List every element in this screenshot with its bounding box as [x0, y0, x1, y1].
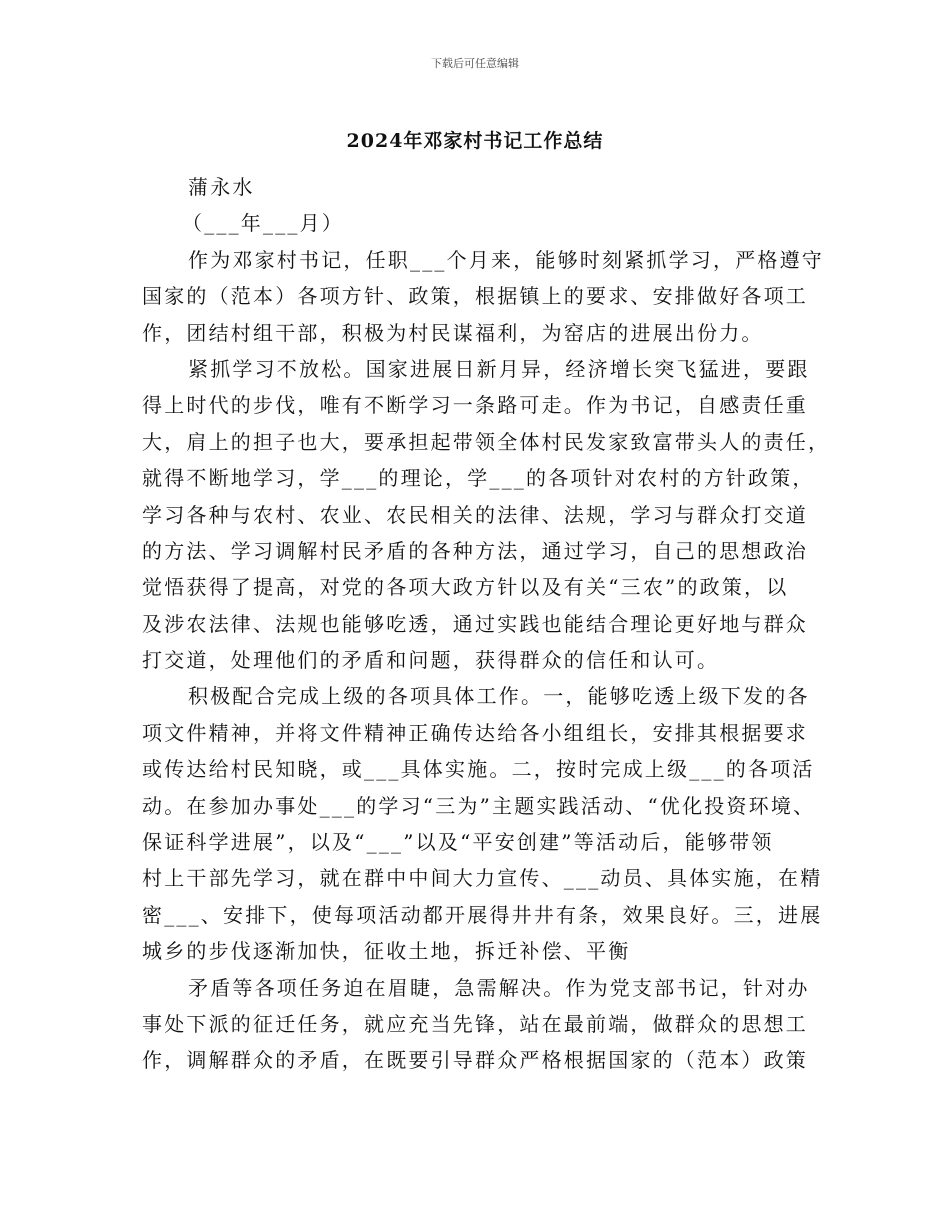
text-line: 作，团结村组干部，积极为村民谋福利，为窑店的进展出份力。	[142, 320, 764, 345]
text-line: 觉悟获得了提高，对党的各项大政方针以及有关“三农”的政策，以	[142, 575, 789, 600]
text-line: 城乡的步伐逐渐加快，征收土地，拆迁补偿、平衡	[142, 939, 631, 964]
text-line: 村上干部先学习，就在群中中间大力宣传、___动员、具体实施，在精	[142, 866, 823, 891]
document-title: 2024年邓家村书记工作总结	[346, 130, 604, 152]
text-line: 或传达给村民知晓，或___具体实施。二，按时完成上级___的各项活	[142, 757, 815, 782]
text-line: 及涉农法律、法规也能够吃透，通过实践也能结合理论更好地与群众	[142, 611, 808, 636]
text-line: 学习各种与农村、农业、农民相关的法律、法规，学习与群众打交道	[142, 502, 808, 527]
text-line: 积极配合完成上级的各项具体工作。一，能够吃透上级下发的各	[188, 684, 810, 709]
text-line: 国家的（范本）各项方针、政策，根据镇上的要求、安排做好各项工	[142, 284, 808, 309]
text-line: 紧抓学习不放松。国家进展日新月异，经济增长突飞猛进，要跟	[188, 356, 810, 381]
date-line: （___年___月）	[182, 211, 344, 236]
text-line: 保证科学进展”，以及“___”以及“平安创建”等活动后，能够带领	[142, 830, 774, 855]
text-line: 矛盾等各项任务迫在眉睫，急需解决。作为党支部书记，针对办	[188, 975, 810, 1000]
author-line: 蒲永水	[188, 175, 255, 199]
text-line: 大，肩上的担子也大，要承担起带领全体村民发家致富带头人的责任，	[142, 429, 831, 454]
text-line: 作，调解群众的矛盾，在既要引导群众严格根据国家的（范本）政策	[142, 1048, 808, 1073]
text-line: 的方法、学习调解村民矛盾的各种方法，通过学习，自己的思想政治	[142, 538, 808, 563]
header-note: 下载后可任意编辑	[431, 57, 519, 70]
text-line: 打交道，处理他们的矛盾和问题，获得群众的信任和认可。	[142, 648, 720, 673]
text-line: 事处下派的征迁任务，就应充当先锋，站在最前端，做群众的思想工	[142, 1011, 808, 1036]
text-line: 就得不断地学习，学___的理论，学___的各项针对农村的方针政策，	[142, 466, 815, 491]
text-line: 项文件精神，并将文件精神正确传达给各小组组长，安排其根据要求	[142, 720, 808, 745]
paragraph-lines	[142, 242, 832, 1079]
text-line: 动。在参加办事处___的学习“三为”主题实践活动、“优化投资环境、	[142, 793, 816, 818]
text-line: 密___、安排下，使每项活动都开展得井井有条，效果良好。三，进展	[142, 902, 823, 927]
text-line: 作为邓家村书记，任职___个月来，能够时刻紧抓学习，严格遵守	[188, 247, 824, 272]
text-line: 得上时代的步伐，唯有不断学习一条路可走。作为书记，自感责任重	[142, 393, 808, 418]
document-body	[142, 169, 832, 1079]
